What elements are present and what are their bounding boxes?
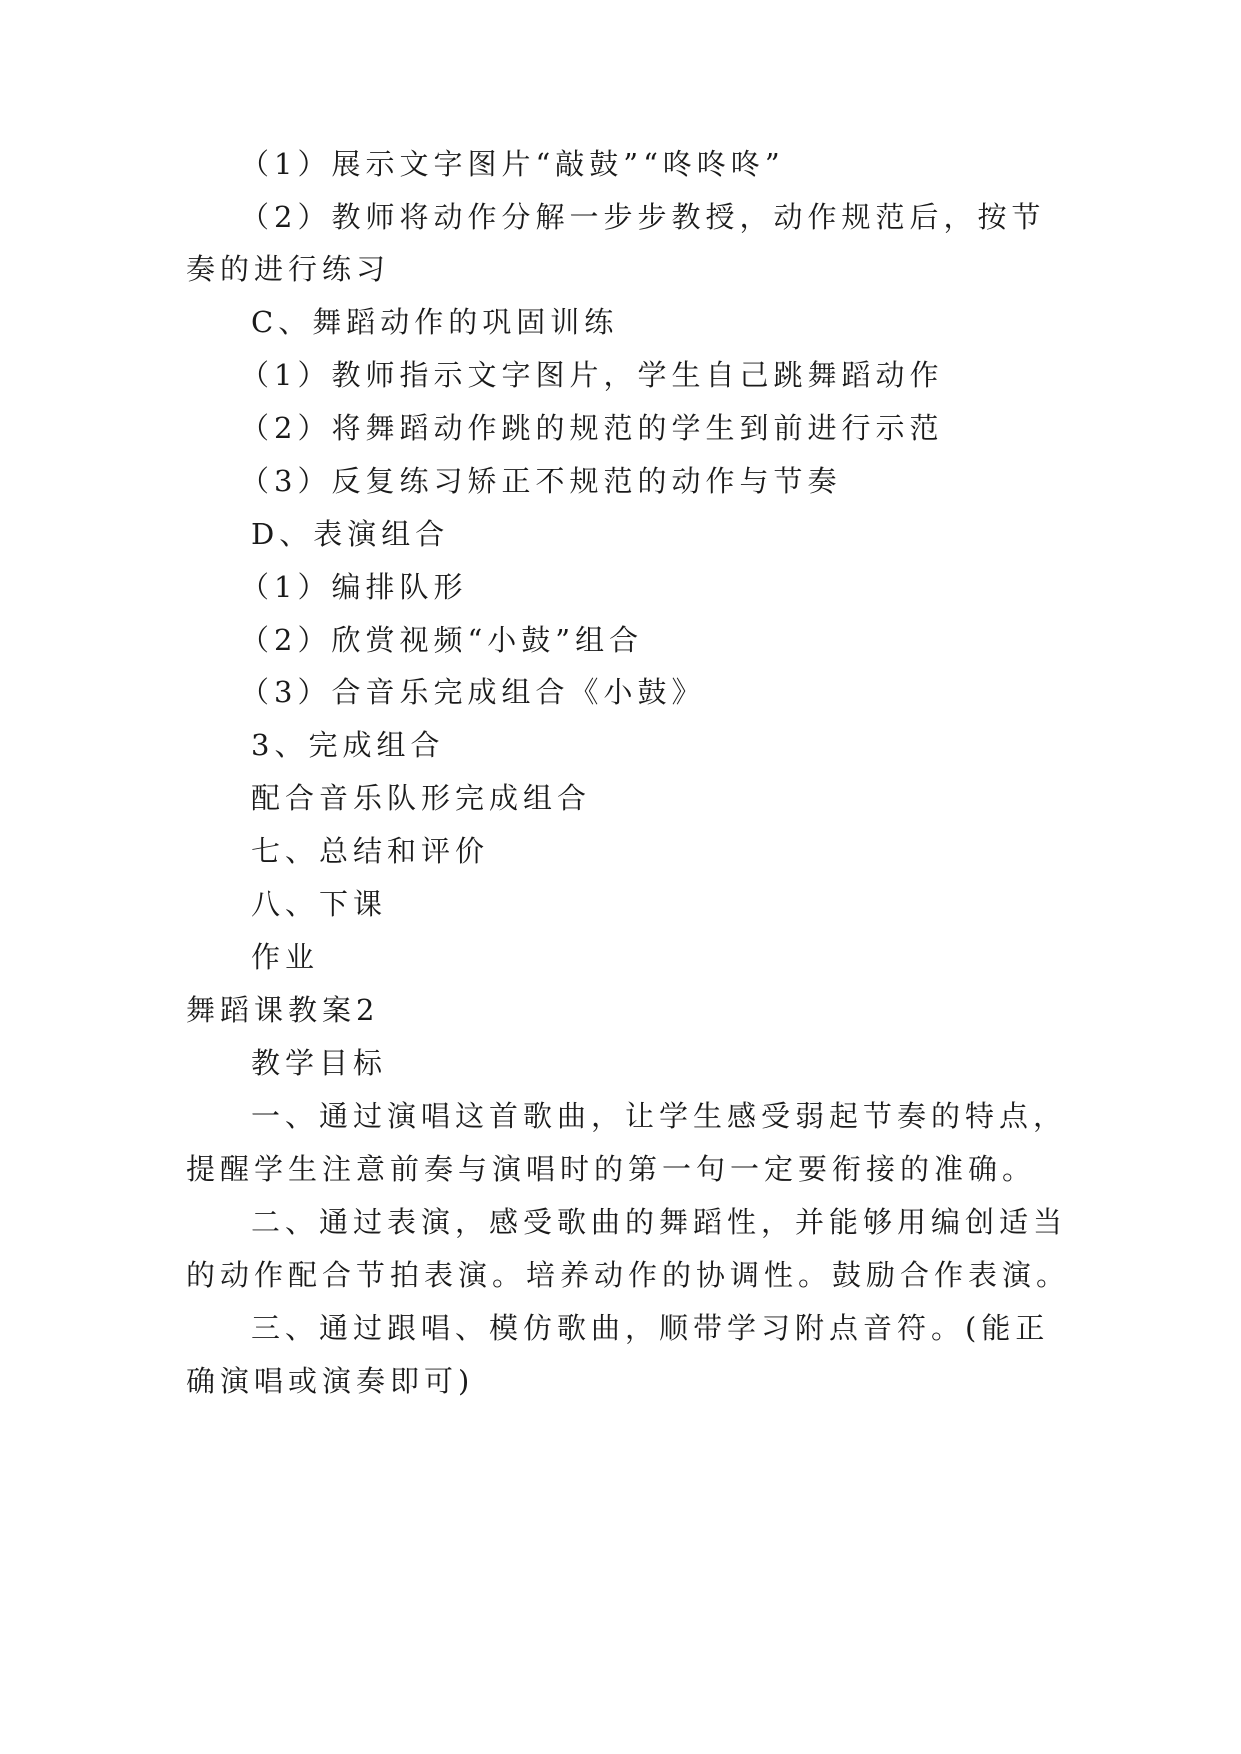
text-line: 确演唱或演奏即可): [186, 1364, 475, 1398]
text-line: （1）编排队形: [240, 570, 468, 604]
text-line: 的动作配合节拍表演。培养动作的协调性。鼓励合作表演。: [186, 1258, 1071, 1292]
text-line: （1）教师指示文字图片，学生自己跳舞蹈动作: [240, 358, 944, 392]
document-title: 舞蹈课教案2: [186, 993, 380, 1027]
text-line: （1）展示文字图片“敲鼓”“咚咚咚”: [240, 147, 785, 181]
text-line: （3）合音乐完成组合《小鼓》: [240, 675, 706, 709]
text-line: 三、通过跟唱、模仿歌曲，顺带学习附点音符。(能正: [251, 1311, 1050, 1345]
text-line: 配合音乐队形完成组合: [251, 781, 592, 815]
text-line: 提醒学生注意前奏与演唱时的第一句一定要衔接的准确。: [186, 1152, 1037, 1186]
text-line: （2）欣赏视频“小鼓”组合: [240, 623, 644, 657]
section-heading: 3、完成组合: [251, 728, 445, 762]
text-line: 奏的进行练习: [186, 252, 391, 286]
text-line: 二、通过表演，感受歌曲的舞蹈性，并能够用编创适当: [251, 1205, 1068, 1239]
text-line: （3）反复练习矫正不规范的动作与节奏: [240, 464, 842, 498]
section-heading: 教学目标: [251, 1046, 388, 1080]
text-line: 一、通过演唱这首歌曲，让学生感受弱起节奏的特点，: [251, 1099, 1068, 1133]
section-heading: 七、总结和评价: [251, 834, 490, 868]
section-heading: C、舞蹈动作的巩固训练: [251, 305, 619, 339]
text-line: （2）将舞蹈动作跳的规范的学生到前进行示范: [240, 411, 944, 445]
text-line: 作业: [251, 940, 320, 974]
text-line: （2）教师将动作分解一步步教授，动作规范后，按节: [240, 200, 1046, 234]
section-heading: 八、下课: [251, 887, 388, 921]
section-heading: D、表演组合: [251, 517, 450, 551]
